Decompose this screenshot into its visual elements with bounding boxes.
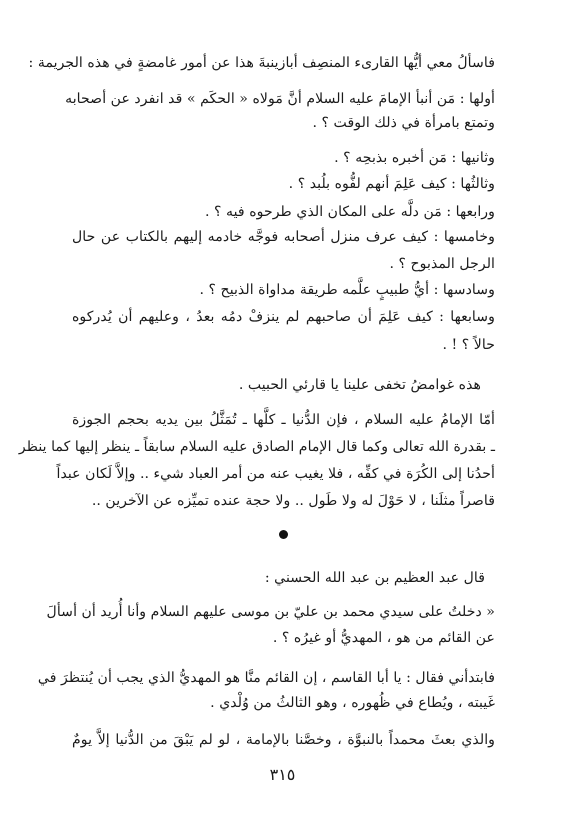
text-line: أمّا الإمامُ عليه السلام ، فإن الدُّنيا ـ كلَّها ـ تُمَثَّلُ بين يديه بحجم الجوزة: [72, 412, 495, 428]
text-line: غَيبته ، ويُطاع في ظُهوره ، وهو الثالثُ من وُلْدي .: [210, 695, 495, 711]
text-line: « دخلتُ على سيدي محمد بن عليّ بن موسى عليهم السلام وأنا أُريد أن أسألَ: [46, 604, 495, 620]
text-line: وتمتع بامرأة في ذلك الوقت ؟ .: [312, 115, 495, 131]
text-line: قال عبد العظيم بن عبد الله الحسني :: [264, 570, 485, 586]
text-line: وثانيها : مَن أخبره بذبحِه ؟ .: [334, 150, 495, 166]
page-number: ٣١٥: [269, 765, 296, 784]
text-line: الرجل المذبوح ؟ .: [389, 256, 495, 272]
text-line: حالاً ؟ ! .: [442, 337, 495, 353]
text-line: والذي بعثَ محمداً بالنبوَّة ، وخصَّنا بالإمامة ، لو لم يَبْقَ من الدُّنيا إلاَّ يومٌ: [72, 732, 495, 748]
text-line: فاسألُ معي أيُّها القارىء المنصِف أبازينبةَ هذا عن أمور غامضةٍ في هذه الجريمة :: [28, 55, 495, 71]
text-line: وثالثُها : كيف عَلِمَ أنهم لفُّوه بلُبد ؟ .: [288, 176, 495, 192]
text-line: وسادسها : أيُّ طبيبٍ علَّمه طريقة مداواة الذبيح ؟ .: [199, 282, 495, 298]
section-divider-dot: [279, 530, 288, 539]
text-line: وسابعها : كيف عَلِمَ أن صاحبهم لم ينزفْ دمُه بعدُ ، وعليهم أن يُدركوه: [72, 309, 495, 325]
text-line: وخامسها : كيف عرف منزل أصحابه فوجَّه خادمه إليهم بالكتاب عن حال: [72, 229, 495, 245]
text-line: أحدُنا إلى الكُرَة في كفِّه ، فلا يغيب عنه من أمر العباد شيء .. وإلاَّ لَكان عبداً: [56, 466, 495, 482]
text-line: قاصراً مثلَنا ، لا حَوْلَ له ولا طَول .. ولا حجة عنده تميِّزه عن الآخرين ..: [91, 493, 495, 509]
text-line: عن القائم من هو ، المهديُّ أو غيرُه ؟ .: [272, 630, 495, 646]
text-line: ـ بقدرة الله تعالى وكما قال الإمام الصادق عليه السلام سابقاً ـ ينظر إليها كما ينظر: [18, 439, 495, 455]
text-line: فابتدأني فقال : يا أبا القاسم ، إن القائم منَّا هو المهديُّ الذي يجب أن يُنتظرَ في: [37, 670, 495, 686]
text-line: أولها : مَن أنبأ الإمامَ عليه السلام أنَّ مَولاه « الحكَم » قد انفرد عن أصحابه: [65, 91, 495, 107]
text-line: ورابعها : مَن دلَّه على المكان الذي طرحوه فيه ؟ .: [204, 204, 495, 220]
text-line: هذه غوامضُ تخفى علينا يا قارئي الحبيب .: [238, 377, 481, 393]
